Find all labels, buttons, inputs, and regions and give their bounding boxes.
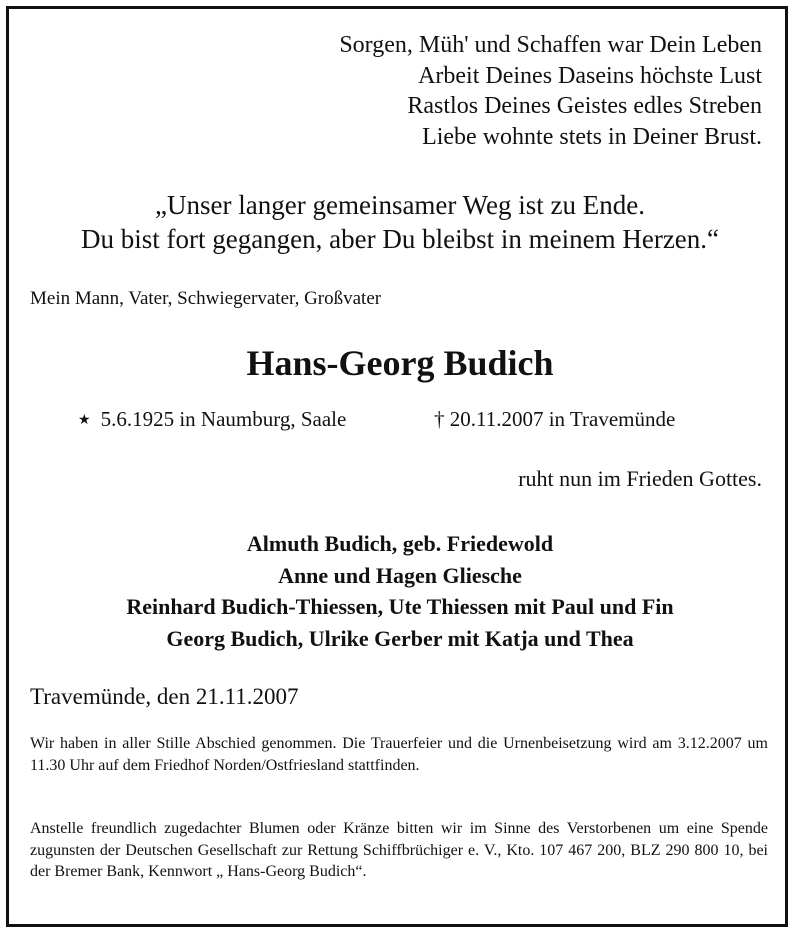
place-date: Travemünde, den 21.11.2007 [30, 684, 299, 709]
mourner-line: Reinhard Budich-Thiessen, Ute Thiessen mit Paul und Fin [126, 594, 674, 619]
mourner-line: Almuth Budich, geb. Friedewold [246, 531, 554, 556]
mourners-list [0, 528, 800, 654]
poem-line: Sorgen, Müh' und Schaffen war Dein Leben [339, 32, 762, 58]
quote-line: „Unser langer gemeinsamer Weg ist zu Ende. [155, 190, 645, 220]
death-info: † 20.11.2007 in Travemünde [434, 407, 676, 431]
mourner-line: Anne und Hagen Gliesche [278, 562, 522, 588]
deceased-name: Hans-Georg Budich [246, 343, 554, 383]
birth-text: 5.6.1925 in Naumburg, Saale [100, 407, 347, 431]
poem-verse [339, 30, 762, 152]
rest-line: ruht nun im Frieden Gottes. [518, 466, 762, 491]
poem-line: Rastlos Deines Geistes edles Streben [407, 93, 762, 119]
funeral-info-paragraph: Wir haben in aller Stille Abschied genommen. Die Trauerfeier und die Urnenbeisetzung wird am 3.12.2007 um 11.30 Uhr auf dem Friedhof Norden/Ostfriesland stattfinden. [30, 735, 768, 774]
relationship-intro: Mein Mann, Vater, Schwiegervater, Großvater [30, 288, 382, 309]
mourner-line: Georg Budich, Ulrike Gerber mit Katja und Thea [166, 625, 634, 651]
birth-info [78, 407, 346, 432]
donation-paragraph: Anstelle freundlich zugedachter Blumen oder Kränze bitten wir im Sinne des Verstorbenen um eine Spende zugunsten der Deutschen Gesellschaft zur Rettung Schiffbrüchiger e. V., Kto. 107 467 200, BLZ 290 800 10, bei der Bremer Bank, Kennwort „ Hans-Georg Budich“. [30, 820, 768, 880]
quote-line: Du bist fort gegangen, aber Du bleibst in meinem Herzen.“ [80, 224, 720, 254]
birth-star-icon: ★ [78, 413, 91, 428]
quote [0, 188, 800, 256]
poem-line: Liebe wohnte stets in Deiner Brust. [422, 123, 762, 150]
poem-line: Arbeit Deines Daseins höchste Lust [418, 62, 762, 89]
